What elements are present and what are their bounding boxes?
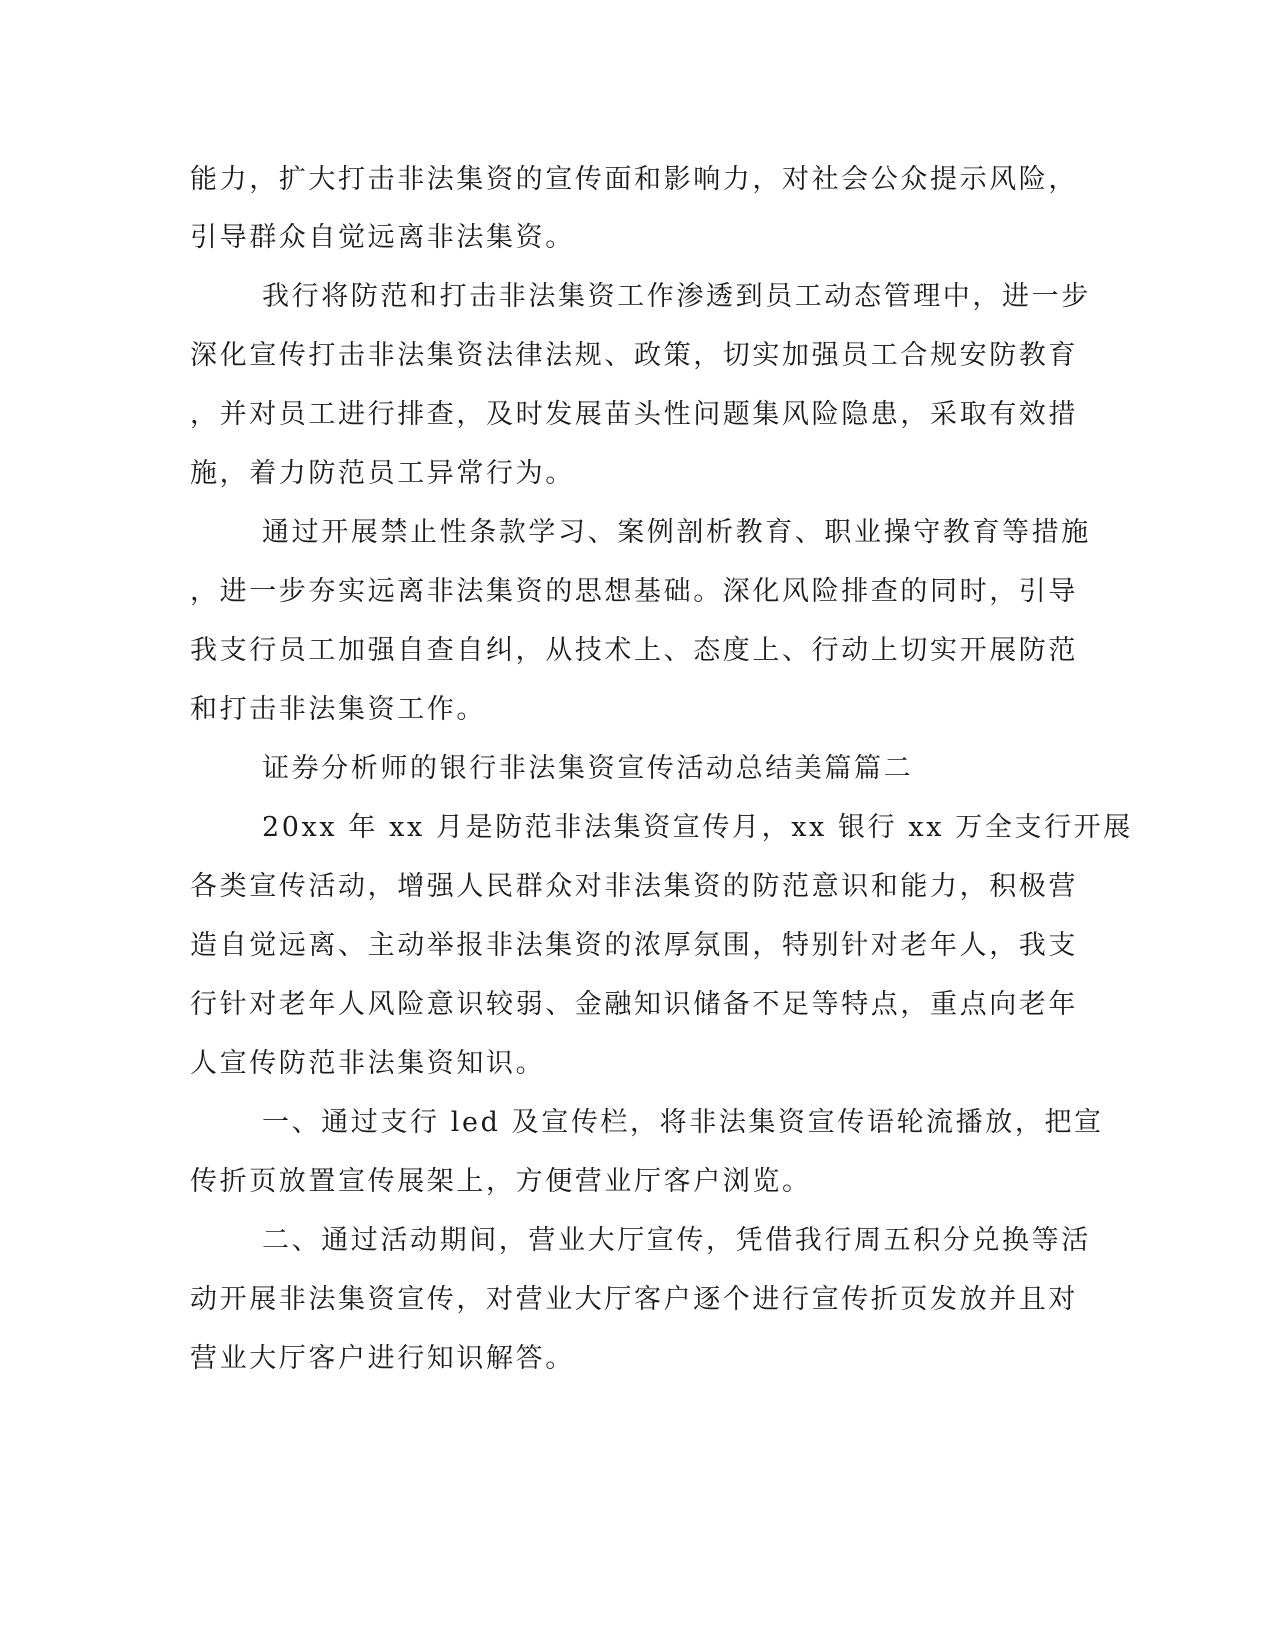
paragraph-3-line-1: 通过开展禁止性条款学习、案例剖析教育、职业操守教育等措施 xyxy=(262,517,1091,548)
paragraph-6-line-1: 二、通过活动期间，营业大厅宣传，凭借我行周五积分兑换等活 xyxy=(262,1225,1091,1256)
paragraph-4-line-2: 各类宣传活动，增强人民群众对非法集资的防范意识和能力，积极营 xyxy=(190,871,1078,902)
paragraph-1-line-2: 引导群众自觉远离非法集资。 xyxy=(190,222,575,253)
paragraph-1-line-1: 能力，扩大打击非法集资的宣传面和影响力，对社会公众提示风险， xyxy=(190,164,1078,195)
section-heading: 证券分析师的银行非法集资宣传活动总结美篇篇二 xyxy=(262,753,914,784)
paragraph-4-line-1: 20xx 年 xx 月是防范非法集资宣传月，xx 银行 xx 万全支行开展 xyxy=(262,812,1133,843)
paragraph-3-line-2: ，进一步夯实远离非法集资的思想基础。深化风险排查的同时，引导 xyxy=(190,576,1078,607)
paragraph-5-line-2: 传折页放置宣传展架上，方便营业厅客户浏览。 xyxy=(190,1166,812,1197)
paragraph-6-line-2: 动开展非法集资宣传，对营业大厅客户逐个进行宣传折页发放并且对 xyxy=(190,1284,1078,1315)
paragraph-4-line-5: 人宣传防范非法集资知识。 xyxy=(190,1048,546,1079)
paragraph-3-line-3: 我支行员工加强自查自纠，从技术上、态度上、行动上切实开展防范 xyxy=(190,635,1078,666)
paragraph-2-line-1: 我行将防范和打击非法集资工作渗透到员工动态管理中，进一步 xyxy=(262,281,1091,312)
paragraph-2-line-3: ，并对员工进行排查，及时发展苗头性问题集风险隐患，采取有效措 xyxy=(190,399,1078,430)
paragraph-6-line-3: 营业大厅客户进行知识解答。 xyxy=(190,1343,575,1374)
paragraph-4-line-3: 造自觉远离、主动举报非法集资的浓厚氛围，特别针对老年人，我支 xyxy=(190,930,1078,961)
paragraph-3-line-4: 和打击非法集资工作。 xyxy=(190,694,486,725)
paragraph-5-line-1: 一、通过支行 led 及宣传栏，将非法集资宣传语轮流播放，把宣 xyxy=(262,1107,1104,1138)
paragraph-2-line-4: 施，着力防范员工异常行为。 xyxy=(190,458,575,489)
paragraph-4-line-4: 行针对老年人风险意识较弱、金融知识储备不足等特点，重点向老年 xyxy=(190,989,1078,1020)
paragraph-2-line-2: 深化宣传打击非法集资法律法规、政策，切实加强员工合规安防教育 xyxy=(190,340,1078,371)
